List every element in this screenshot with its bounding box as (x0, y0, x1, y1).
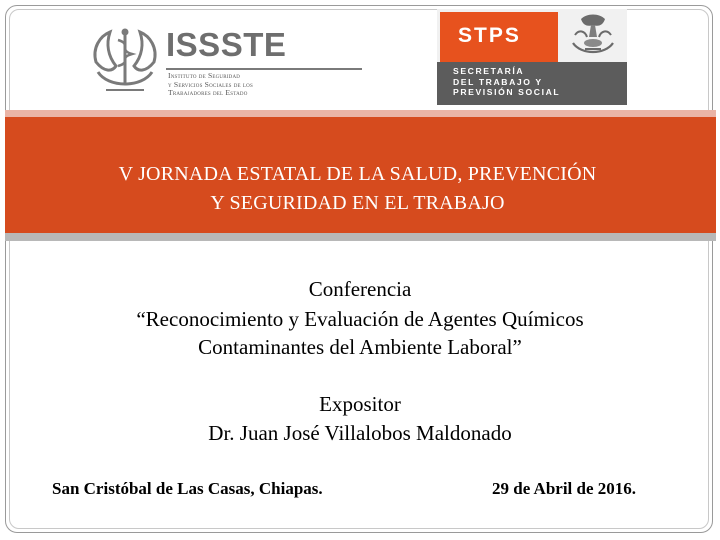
conference-label: Conferencia (308, 277, 412, 301)
stps-orange-block (440, 12, 558, 62)
issste-emblem-icon (88, 22, 162, 98)
event-title-line: Y SEGURIDAD EN EL TRABAJO (210, 192, 505, 214)
speaker-name: Dr. Juan José Villalobos Maldonado (208, 421, 512, 445)
issste-subtitle-line: y Servicios Sociales de los (168, 79, 253, 89)
stps-subtitle-line: DEL TRABAJO Y (453, 76, 543, 87)
conference-title-line: “Reconocimiento y Evaluación de Agentes Químicos (136, 307, 584, 331)
issste-logo (88, 22, 288, 98)
issste-wordmark: ISSSTE (166, 26, 287, 63)
issste-subtitle (168, 72, 364, 98)
event-date: 29 de Abril de 2016. (492, 479, 637, 498)
conference-title (40, 305, 680, 361)
conference-title-line: Contaminantes del Ambiente Laboral” (198, 335, 522, 359)
stps-logo (437, 9, 627, 105)
stps-subtitle-line: PREVISIÓN SOCIAL (453, 87, 561, 98)
stps-subtitle-line: SECRETARÍA (453, 66, 525, 76)
title-banner-shadow (5, 233, 716, 241)
issste-subtitle-line: Instituto de Seguridad (168, 71, 241, 80)
event-title (30, 160, 685, 218)
mexico-seal-icon (565, 11, 621, 61)
issste-subtitle-line: Trabajadores del Estado (168, 88, 248, 98)
stps-subtitle (453, 66, 623, 98)
event-title-line: V JORNADA ESTATAL DE LA SALUD, PREVENCIÓN (118, 163, 597, 185)
stps-wordmark: STPS (458, 24, 521, 47)
issste-divider (166, 68, 362, 70)
event-location: San Cristóbal de Las Casas, Chiapas. (52, 479, 323, 498)
speaker-label: Expositor (319, 392, 401, 416)
